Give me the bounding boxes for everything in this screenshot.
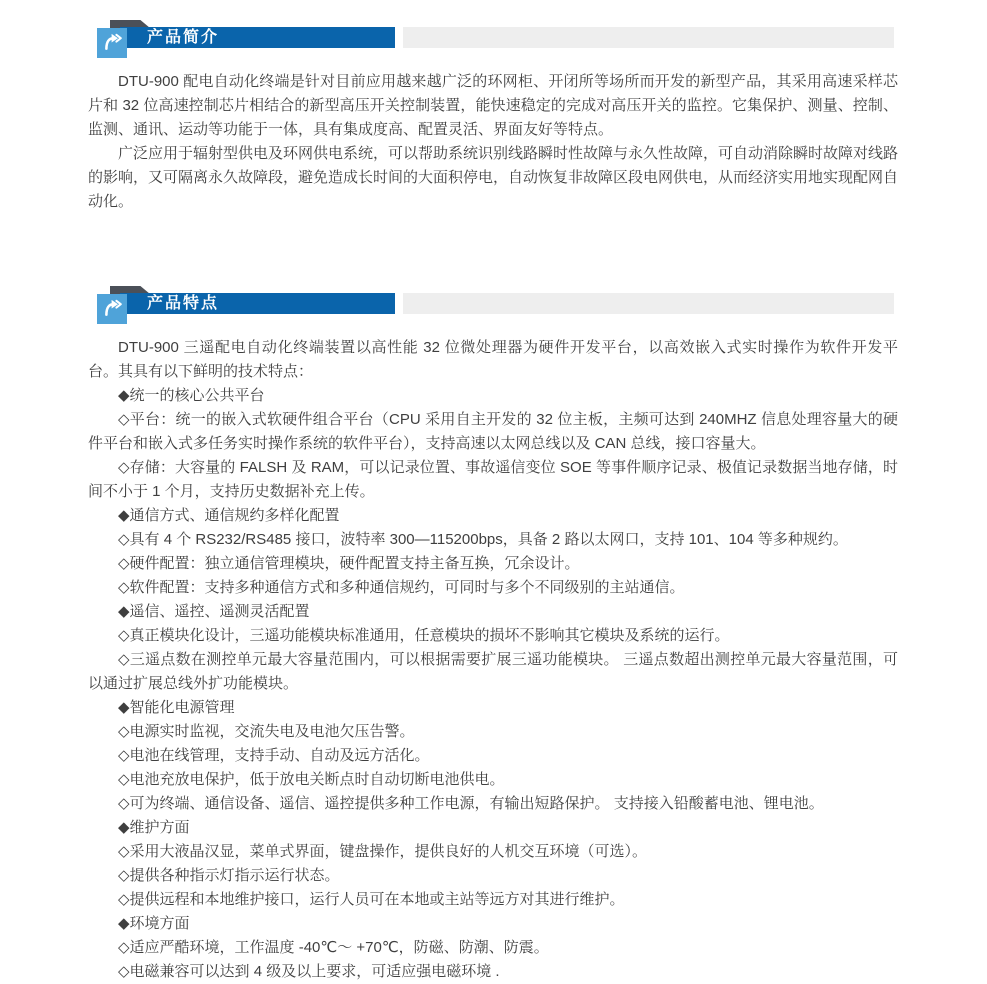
section-title: 产品简介 xyxy=(147,29,220,46)
paragraph: ◇电池充放电保护，低于放电关断点时自动切断电池供电。 xyxy=(118,771,505,788)
section-1 xyxy=(88,286,898,984)
section-title-banner xyxy=(120,293,395,314)
section-0 xyxy=(88,20,898,214)
paragraph: DTU-900 三遥配电自动化终端装置以高性能 32 位微处理器为硬件开发平台，以高效嵌入式实时操作为软件开发平台。其具有以下鲜明的技术特点： xyxy=(88,339,898,380)
paragraph: ◇电源实时监视，交流失电及电池欠压告警。 xyxy=(118,723,415,740)
paragraph: ◇硬件配置：独立通信管理模块，硬件配置支持主备互换，冗余设计。 xyxy=(118,555,580,572)
section-body xyxy=(88,70,898,214)
paragraph: ◇三遥点数在测控单元最大容量范围内，可以根据需要扩展三遥功能模块。 三遥点数超出测控单元最大容量范围，可以通过扩展总线外扩功能模块。 xyxy=(88,651,898,692)
paragraph: ◆智能化电源管理 xyxy=(118,699,235,716)
paragraph: ◇电池在线管理，支持手动、自动及远方活化。 xyxy=(118,747,430,764)
paragraph: ◇软件配置：支持多种通信方式和多种通信规约，可同时与多个不同级别的主站通信。 xyxy=(118,579,685,596)
paragraph: ◇存储：大容量的 FALSH 及 RAM，可以记录位置、事故遥信变位 SOE 等事件顺序记录、极值记录数据当地存储，时间不小于 1 个月，支持历史数据补充上传。 xyxy=(88,459,898,500)
forward-arrow-icon xyxy=(97,294,127,324)
paragraph: ◇真正模块化设计，三遥功能模块标准通用，任意模块的损坏不影响其它模块及系统的运行。 xyxy=(118,627,730,644)
paragraph: ◇适应严酷环境，工作温度 -40℃～ +70℃，防磁、防潮、防震。 xyxy=(118,939,549,956)
sections-container xyxy=(88,20,898,984)
section-header xyxy=(88,20,898,58)
header-spacer-bar xyxy=(403,27,894,48)
paragraph: ◆环境方面 xyxy=(118,915,190,932)
paragraph: DTU-900 配电自动化终端是针对目前应用越来越广泛的环网柜、开闭所等场所而开发的新型产品，其采用高速采样芯片和 32 位高速控制芯片相结合的新型高压开关控制装置，能快速稳定的完成对高压开关的监控。它集保护、测量、控制、监测、通讯、运动等功能于一体，具有集成度高、配置灵活、界面友好等特点。 xyxy=(88,73,898,138)
paragraph: ◆统一的核心公共平台 xyxy=(118,387,265,404)
paragraph: ◇采用大液晶汉显，菜单式界面，键盘操作，提供良好的人机交互环境（可选）。 xyxy=(118,843,648,860)
section-title-banner xyxy=(120,27,395,48)
paragraph: ◇电磁兼容可以达到 4 级及以上要求，可适应强电磁环境 . xyxy=(118,963,500,980)
paragraph: ◇可为终端、通信设备、遥信、遥控提供多种工作电源，有输出短路保护。 支持接入铅酸蓄电池、锂电池。 xyxy=(118,795,824,812)
section-body xyxy=(88,336,898,984)
paragraph: ◇提供各种指示灯指示运行状态。 xyxy=(118,867,340,884)
paragraph: ◆遥信、遥控、遥测灵活配置 xyxy=(118,603,310,620)
section-title: 产品特点 xyxy=(147,295,220,312)
paragraph: 广泛应用于辐射型供电及环网供电系统，可以帮助系统识别线路瞬时性故障与永久性故障，可自动消除瞬时故障对线路的影响，又可隔离永久故障段，避免造成长时间的大面积停电，自动恢复非故障区段电网供电，从而经济实用地实现配网自动化。 xyxy=(88,145,899,210)
paragraph: ◇具有 4 个 RS232/RS485 接口，波特率 300—115200bps，具备 2 路以太网口，支持 101、104 等多种规约。 xyxy=(118,531,848,548)
section-header xyxy=(88,286,898,324)
paragraph: ◆通信方式、通信规约多样化配置 xyxy=(118,507,340,524)
paragraph: ◆维护方面 xyxy=(118,819,190,836)
forward-arrow-icon xyxy=(97,28,127,58)
paragraph: ◇提供远程和本地维护接口，运行人员可在本地或主站等远方对其进行维护。 xyxy=(118,891,625,908)
header-spacer-bar xyxy=(403,293,894,314)
paragraph: ◇平台：统一的嵌入式软硬件组合平台（CPU 采用自主开发的 32 位主板，主频可达到 240MHZ 信息处理容量大的硬件平台和嵌入式多任务实时操作系统的软件平台），支持高速以太网总线以及 CAN 总线，接口容量大。 xyxy=(88,411,898,452)
